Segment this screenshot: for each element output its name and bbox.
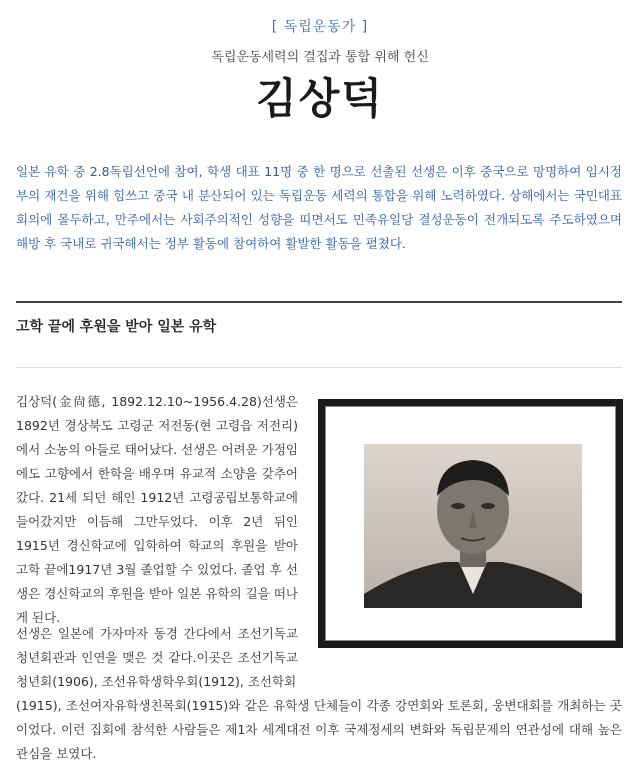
- portrait-mat: [325, 406, 616, 641]
- biography-paragraph-2-part1: 선생은 일본에 가자마자 동경 간다에서 조선기독교청년회관과 인연을 맺은 것 같다.이곳은 조선기독교청년회(1906), 조선유학생학우회(1912), 조선학회: [16, 626, 298, 689]
- biography-paragraph-2: [16, 622, 622, 760]
- page-subtitle: 독립운동세력의 결집과 통합 위해 헌신: [211, 50, 429, 65]
- portrait-image: [364, 444, 582, 608]
- category-label: [ 독립운동가 ]: [271, 19, 369, 35]
- page-title: 김상덕: [256, 74, 384, 123]
- biography-paragraph-2-part2: (1915), 조선여자유학생친목회(1915)와 같은 유학생 단체들이 각종 강연회와 토론회, 웅변대회를 개최하는 곳이었다. 이런 집회에 참석한 사람들은 제1차 세계대전 이후 국제정세의 변화와 독립문제의 연관성에 대해 높은 관심을 보였다.: [16, 698, 622, 760]
- section-divider-light: [16, 367, 622, 368]
- section-heading: 고학 끝에 후원을 받아 일본 유학: [16, 319, 217, 335]
- section-divider: [16, 301, 622, 303]
- portrait-frame: [318, 399, 623, 648]
- biography-paragraph-1: 김상덕(金尙德, 1892.12.10~1956.4.28)선생은 1892년 경상북도 고령군 저전동(현 고령읍 저전리)에서 소농의 아들로 태어났다. 선생은 어려운 가정임에도 고향에서 한학을 배우며 유교적 소양을 갖추어갔다. 21세 되던 해인 1912년 고령공립보통학교에 들어갔지만 이듬해 그만두었다. 이후 2년 뒤인 1915년 경신학교에 입학하여 학교의 후원을 받아 고학 끝에1917년 3월 졸업할 수 있었다. 졸업 후 선생은 경신학교의 후원을 받아 일본 유학의 길을 떠나게 된다.: [16, 394, 298, 625]
- intro-summary: 일본 유학 중 2.8독립선언에 참여, 학생 대표 11명 중 한 명으로 선출된 선생은 이후 중국으로 망명하여 임시정부의 재건을 위해 힘쓰고 중국 내 분산되어 있는 독립운동 세력의 통합을 위해 노력하였다. 상해에서는 국민대표회의에 몰두하고, 만주에서는 사회주의적인 성향을 띠면서도 민족유일당 결성운동이 전개되도록 주도하였으며 해방 후 국내로 귀국해서는 정부 활동에 참여하여 활발한 활동을 펼쳤다.: [16, 164, 622, 251]
- portrait-photo: [364, 444, 582, 608]
